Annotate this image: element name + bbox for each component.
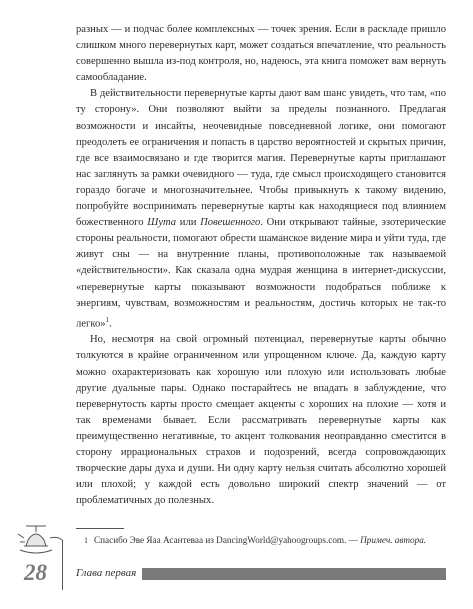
paragraph-text: Но, несмотря на свой огромный потенциал, перевернутые карты обычно толкуются в крайне ограниченном или упрощенном ключе. Да, каждую карту можно охарактеризовать как хорошую или плохую или использовать любые другие дуальные пары. Однако постарайтесь не впадать в заблуждение, что перевернутость карты просто смещает акценты с хороших на плохие — хотя и так временами бывает. Если рассматривать перевернутые карты как преимущественно негативные, то акцент толкования неоправданно сместится в сторону иррациональных страхов и подозрений, всегда сопровождающих творческие дары духа и души. Ни одну карту нельзя считать абсолютно хорошей или плохой; у каждой есть довольно широкий спектр значений — от проблематичных до полезных. [76, 334, 446, 507]
chapter-label: Глава первая [76, 567, 137, 579]
italic-text: Повешенного [200, 217, 261, 229]
footnote-ref: 1 [105, 315, 110, 324]
body-paragraph [76, 22, 446, 86]
body-text [76, 22, 446, 509]
paragraph-text: В действительности перевернутые карты дают вам шанс увидеть, что там, «по ту сторону». Они позволяют выйти за пределы познанного. Предлагая возможности и инсайты, неочевидные повседневной логике, они помогают преодолеть ее ограничения и попасть в царство вероятностей и скрытых причин, где все взаимосвязано и где творится магия. Перевернутые карты приглашают нас заглянуть за рамки очевидного — туда, где смысл происходящего становится гораздо богаче и многозначительнее. Чтобы привыкнуть к такому видению, попробуйте воспринимать перевернутые карты как находящиеся под влиянием божественного [76, 88, 446, 229]
ornament-line [62, 540, 63, 590]
italic-text: Шута [147, 217, 177, 229]
footnote-note: Примеч. автора. [360, 535, 427, 545]
footer-bar [142, 568, 446, 580]
footnote-text: Спасибо Эве Яаа Асантеваа из DancingWorld@yahoogroups.com. — [94, 535, 361, 545]
footnote-rule [76, 528, 124, 529]
body-paragraph [76, 332, 446, 509]
bell-ornament-icon [16, 520, 64, 560]
footnote [76, 534, 446, 547]
paragraph-text: или [176, 217, 201, 229]
page-number: 28 [24, 560, 47, 585]
paragraph-text: . [109, 318, 112, 330]
footnote-number: 1 [84, 536, 88, 545]
paragraph-text: разных — и подчас более комплексных — точек зрения. Если в раскладе пришло слишком много перевернутых карт, может создаться впечатление, что реальность совершенно вышла из-под контроля, но, надеюсь, эта книга поможет вам вернуть самообладание. [76, 24, 446, 84]
paragraph-text: . Они открывают тайные, эзотерические стороны реальности, помогают обрести шаманское видение мира и уйти туда, где живут сны — на внутренние планы, противоположные так называемой «действительности». Как сказала одна мудрая женщина в интернет-дискуссии, «перевернутые карты показывают возможности подобраться поближе к энергиям, чувствам, возможностям и реальностям, достичь которых не так-то легко» [76, 217, 446, 330]
body-paragraph [76, 86, 446, 332]
